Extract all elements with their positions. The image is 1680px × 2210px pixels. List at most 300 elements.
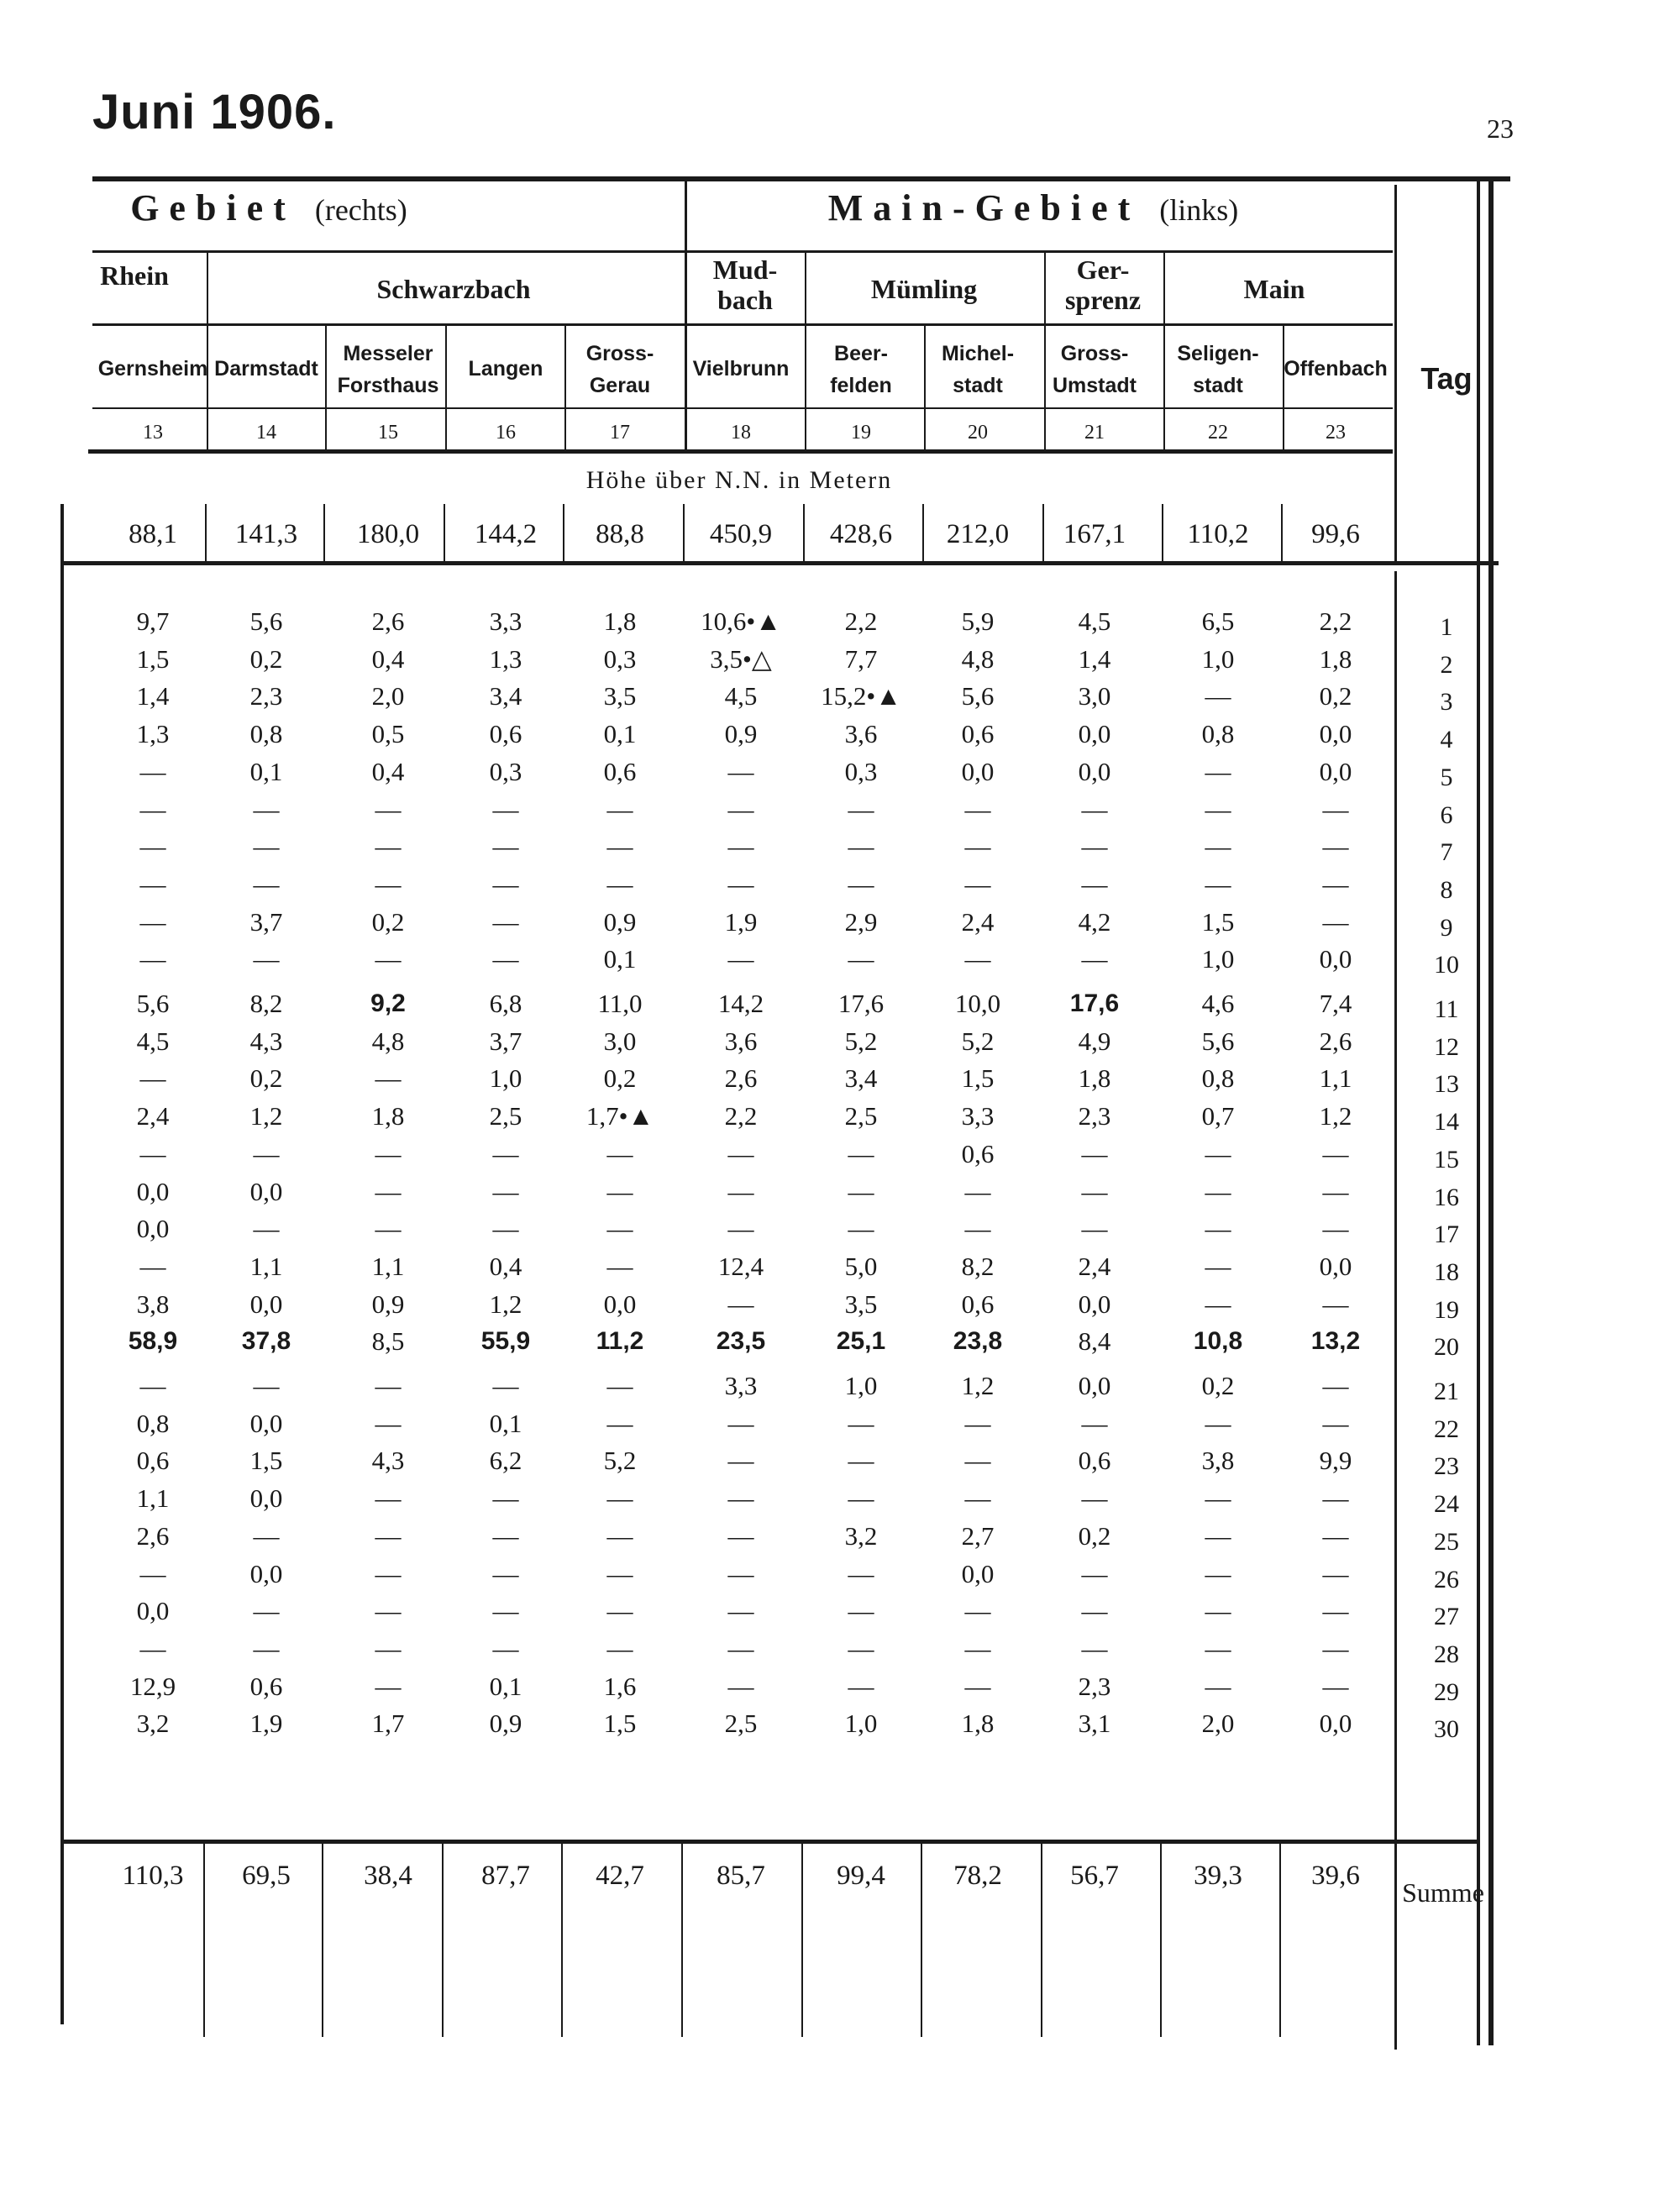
cell-day-7-col-6: — [848, 832, 874, 862]
day-label-2: 2 [1440, 650, 1453, 679]
river-heading-1: Schwarzbach [376, 274, 531, 304]
column-number-10: 23 [1326, 422, 1346, 444]
cell-day-14-col-8: 2,3 [1078, 1101, 1111, 1131]
cell-day-8-col-0: — [139, 869, 166, 899]
data-body-column-rule-7 [921, 1844, 922, 2037]
cell-day-20-col-9: 10,8 [1193, 1327, 1243, 1356]
cell-day-8-col-9: — [1205, 869, 1231, 899]
cell-day-21-col-0: — [139, 1371, 166, 1400]
divider-mudbach [805, 250, 806, 454]
day-label-22: 22 [1434, 1415, 1459, 1443]
cell-day-12-col-3: 3,7 [489, 1026, 522, 1056]
cell-day-17-col-5: — [727, 1214, 754, 1244]
day-label-10: 10 [1434, 951, 1459, 979]
cell-day-30-col-6: 1,0 [844, 1709, 878, 1739]
data-column-rule-6 [803, 504, 805, 563]
cell-day-17-col-6: — [848, 1214, 874, 1244]
cell-day-13-col-1: 0,2 [249, 1063, 283, 1094]
cell-day-24-col-8: — [1081, 1483, 1108, 1514]
cell-day-24-col-10: — [1322, 1483, 1349, 1514]
cell-day-28-col-3: — [492, 1633, 519, 1663]
data-body-column-rule-4 [561, 1844, 563, 2037]
cell-day-19-col-1: 0,0 [249, 1289, 283, 1319]
cell-day-29-col-3: 0,1 [489, 1671, 522, 1701]
cell-day-21-col-5: 3,3 [724, 1371, 758, 1400]
cell-day-27-col-2: — [375, 1596, 402, 1626]
cell-day-16-col-4: — [606, 1176, 633, 1206]
cell-day-10-col-9: 1,0 [1201, 944, 1235, 974]
cell-day-13-col-0: — [139, 1063, 166, 1094]
cell-day-29-col-9: — [1205, 1671, 1231, 1701]
cell-day-17-col-10: — [1322, 1214, 1349, 1244]
data-body-column-rule-5 [681, 1844, 683, 2037]
hoehe-heading: Höhe über N.N. in Metern [585, 466, 893, 494]
cell-day-24-col-2: — [375, 1483, 402, 1514]
cell-day-11-col-8: 17,6 [1069, 990, 1120, 1017]
cell-day-8-col-8: — [1081, 869, 1108, 899]
cell-day-24-col-6: — [848, 1483, 874, 1514]
cell-day-3-col-0: 1,4 [136, 681, 170, 711]
cell-day-2-col-8: 1,4 [1078, 643, 1111, 674]
cell-day-22-col-7: — [964, 1408, 991, 1438]
cell-day-2-col-0: 1,5 [136, 643, 170, 674]
cell-day-20-col-5: 23,5 [716, 1327, 766, 1356]
cell-day-19-col-3: 1,2 [489, 1289, 522, 1319]
data-column-rule-7 [922, 504, 924, 563]
column-number-7: 20 [968, 422, 988, 444]
station-heading-10: Offenbach [1284, 357, 1388, 381]
cell-day-10-col-6: — [848, 944, 874, 974]
data-body-column-rule-1 [203, 1844, 205, 2037]
divider-main-inner [1283, 323, 1284, 454]
cell-day-9-col-6: 2,9 [844, 906, 878, 937]
cell-day-23-col-9: 3,8 [1201, 1446, 1235, 1476]
station-heading-9: Seligen- stadt [1177, 342, 1259, 397]
cell-day-25-col-8: 0,2 [1078, 1520, 1111, 1551]
cell-day-14-col-6: 2,5 [844, 1101, 878, 1131]
cell-day-7-col-0: — [139, 832, 166, 862]
cell-day-25-col-0: 2,6 [136, 1520, 170, 1551]
cell-day-2-col-2: 0,4 [371, 643, 405, 674]
cell-day-9-col-3: — [492, 906, 519, 937]
divider-schwarzbach-2 [564, 323, 566, 454]
cell-day-10-col-1: — [253, 944, 280, 974]
cell-day-10-col-3: — [492, 944, 519, 974]
cell-day-12-col-7: 5,2 [961, 1026, 995, 1056]
station-rule [92, 407, 1393, 409]
station-elevation-4: 88,8 [596, 519, 644, 549]
cell-day-20-col-1: 37,8 [241, 1327, 291, 1356]
cell-day-29-col-6: — [848, 1671, 874, 1701]
cell-day-26-col-4: — [606, 1558, 633, 1588]
cell-day-24-col-7: — [964, 1483, 991, 1514]
data-column-rule-10 [1281, 504, 1283, 563]
cell-day-3-col-7: 5,6 [961, 681, 995, 711]
cell-day-30-col-5: 2,5 [724, 1709, 758, 1739]
cell-day-10-col-8: — [1081, 944, 1108, 974]
river-heading-5: Main [1243, 274, 1305, 304]
cell-day-28-col-9: — [1205, 1633, 1231, 1663]
cell-day-2-col-7: 4,8 [961, 643, 995, 674]
cell-day-10-col-2: — [375, 944, 402, 974]
station-heading-1: Darmstadt [214, 357, 318, 381]
cell-day-28-col-7: — [964, 1633, 991, 1663]
cell-day-22-col-8: — [1081, 1408, 1108, 1438]
cell-day-3-col-4: 3,5 [603, 681, 637, 711]
cell-day-4-col-0: 1,3 [136, 719, 170, 749]
cell-day-8-col-7: — [964, 869, 991, 899]
day-label-3: 3 [1440, 688, 1453, 717]
cell-day-16-col-3: — [492, 1176, 519, 1206]
cell-day-22-col-1: 0,0 [249, 1408, 283, 1438]
column-number-5: 18 [731, 422, 751, 444]
data-column-rule-5 [683, 504, 685, 563]
cell-day-9-col-4: 0,9 [603, 906, 637, 937]
cell-day-18-col-10: 0,0 [1319, 1251, 1352, 1281]
station-heading-2: Messeler Forsthaus [337, 342, 439, 397]
station-heading-6: Beer- felden [830, 342, 892, 397]
cell-day-1-col-10: 2,2 [1319, 606, 1352, 636]
river-heading-3: Mümling [870, 274, 978, 304]
cell-day-2-col-9: 1,0 [1201, 643, 1235, 674]
cell-day-15-col-5: — [727, 1138, 754, 1168]
data-column-rule-4 [563, 504, 564, 563]
day-label-6: 6 [1440, 801, 1453, 829]
cell-day-11-col-7: 10,0 [954, 989, 1001, 1018]
cell-day-10-col-10: 0,0 [1319, 944, 1352, 974]
day-label-18: 18 [1434, 1257, 1459, 1286]
cell-day-24-col-0: 1,1 [136, 1483, 170, 1514]
cell-day-11-col-4: 11,0 [597, 989, 643, 1018]
data-column-rule-8 [1042, 504, 1044, 563]
monthly-sum-4: 42,7 [596, 1861, 644, 1891]
cell-day-15-col-7: 0,6 [961, 1138, 995, 1168]
divider-gersprenz [1163, 250, 1165, 454]
divider-schwarzbach-0 [325, 323, 327, 454]
left-region-heading: Gebiet (rechts) [130, 187, 407, 228]
cell-day-1-col-6: 2,2 [844, 606, 878, 636]
cell-day-20-col-0: 58,9 [128, 1327, 178, 1356]
cell-day-6-col-10: — [1322, 794, 1349, 824]
cell-day-23-col-6: — [848, 1446, 874, 1476]
cell-day-18-col-6: 5,0 [844, 1251, 878, 1281]
data-column-rule-2 [323, 504, 325, 563]
table-top-rule [92, 176, 1510, 181]
cell-day-18-col-8: 2,4 [1078, 1251, 1111, 1281]
cell-day-16-col-2: — [375, 1176, 402, 1206]
cell-day-22-col-6: — [848, 1408, 874, 1438]
cell-day-23-col-7: — [964, 1446, 991, 1476]
cell-day-6-col-1: — [253, 794, 280, 824]
day-label-12: 12 [1434, 1032, 1459, 1061]
cell-day-6-col-7: — [964, 794, 991, 824]
day-label-13: 13 [1434, 1070, 1459, 1099]
column-number-0: 13 [143, 422, 163, 444]
cell-day-29-col-4: 1,6 [603, 1671, 637, 1701]
cell-day-12-col-0: 4,5 [136, 1026, 170, 1056]
cell-day-22-col-9: — [1205, 1408, 1231, 1438]
cell-day-20-col-3: 55,9 [480, 1327, 531, 1356]
cell-day-8-col-6: — [848, 869, 874, 899]
cell-day-29-col-5: — [727, 1671, 754, 1701]
column-number-4: 17 [610, 422, 630, 444]
cell-day-4-col-8: 0,0 [1078, 719, 1111, 749]
cell-day-12-col-5: 3,6 [724, 1026, 758, 1056]
cell-day-25-col-5: — [727, 1520, 754, 1551]
cell-day-25-col-1: — [253, 1520, 280, 1551]
summe-heading: Summe [1402, 1877, 1484, 1908]
cell-day-28-col-8: — [1081, 1633, 1108, 1663]
cell-day-23-col-0: 0,6 [136, 1446, 170, 1476]
cell-day-1-col-9: 6,5 [1201, 606, 1235, 636]
cell-day-29-col-7: — [964, 1671, 991, 1701]
day-label-28: 28 [1434, 1640, 1459, 1668]
column-number-8: 21 [1084, 422, 1105, 444]
table-left-rule [60, 504, 64, 2024]
cell-day-28-col-2: — [375, 1633, 402, 1663]
monthly-sum-6: 99,4 [837, 1861, 885, 1891]
cell-day-11-col-3: 6,8 [489, 989, 522, 1018]
data-body-column-rule-9 [1160, 1844, 1162, 2037]
monthly-sum-1: 69,5 [242, 1861, 291, 1891]
cell-day-5-col-9: — [1205, 756, 1231, 786]
cell-day-17-col-9: — [1205, 1214, 1231, 1244]
cell-day-23-col-2: 4,3 [371, 1446, 405, 1476]
cell-day-6-col-3: — [492, 794, 519, 824]
cell-day-5-col-3: 0,3 [489, 756, 522, 786]
summe-rule [60, 1840, 1480, 1844]
cell-day-25-col-2: — [375, 1520, 402, 1551]
data-column-rule-9 [1162, 504, 1163, 563]
cell-day-5-col-7: 0,0 [961, 756, 995, 786]
cell-day-14-col-9: 0,7 [1201, 1101, 1235, 1131]
cell-day-15-col-9: — [1205, 1138, 1231, 1168]
cell-day-22-col-2: — [375, 1408, 402, 1438]
cell-day-10-col-7: — [964, 944, 991, 974]
cell-day-12-col-2: 4,8 [371, 1026, 405, 1056]
divider-main-gebiet [685, 181, 687, 454]
cell-day-22-col-4: — [606, 1408, 633, 1438]
cell-day-12-col-9: 5,6 [1201, 1026, 1235, 1056]
data-column-rule-3 [444, 504, 445, 563]
cell-day-15-col-0: — [139, 1138, 166, 1168]
cell-day-4-col-2: 0,5 [371, 719, 405, 749]
column-number-9: 22 [1208, 422, 1228, 444]
divider-rhein [207, 250, 208, 454]
cell-day-19-col-8: 0,0 [1078, 1289, 1111, 1319]
cell-day-1-col-0: 9,7 [136, 606, 170, 636]
monthly-sum-2: 38,4 [364, 1861, 412, 1891]
cell-day-15-col-2: — [375, 1138, 402, 1168]
cell-day-21-col-2: — [375, 1371, 402, 1400]
river-rule [92, 323, 1393, 326]
cell-day-12-col-1: 4,3 [249, 1026, 283, 1056]
cell-day-11-col-10: 7,4 [1319, 989, 1352, 1018]
cell-day-19-col-6: 3,5 [844, 1289, 878, 1319]
cell-day-13-col-4: 0,2 [603, 1063, 637, 1094]
cell-day-9-col-7: 2,4 [961, 906, 995, 937]
cell-day-18-col-3: 0,4 [489, 1251, 522, 1281]
divider-schwarzbach-1 [445, 323, 447, 454]
cell-day-5-col-4: 0,6 [603, 756, 637, 786]
cell-day-30-col-2: 1,7 [371, 1709, 405, 1739]
day-label-7: 7 [1440, 838, 1453, 867]
cell-day-24-col-5: — [727, 1483, 754, 1514]
cell-day-19-col-9: — [1205, 1289, 1231, 1319]
cell-day-2-col-1: 0,2 [249, 643, 283, 674]
cell-day-8-col-3: — [492, 869, 519, 899]
cell-day-11-col-2: 9,2 [370, 990, 406, 1017]
cell-day-2-col-6: 7,7 [844, 643, 878, 674]
cell-day-1-col-5: 10,6•▲ [701, 606, 781, 636]
cell-day-3-col-2: 2,0 [371, 681, 405, 711]
cell-day-8-col-5: — [727, 869, 754, 899]
cell-day-16-col-0: 0,0 [136, 1176, 170, 1206]
day-label-17: 17 [1434, 1220, 1459, 1249]
cell-day-26-col-8: — [1081, 1558, 1108, 1588]
cell-day-9-col-5: 1,9 [724, 906, 758, 937]
cell-day-30-col-9: 2,0 [1201, 1709, 1235, 1739]
cell-day-22-col-10: — [1322, 1408, 1349, 1438]
station-elevation-6: 428,6 [829, 519, 893, 549]
day-label-29: 29 [1434, 1677, 1459, 1706]
cell-day-12-col-4: 3,0 [603, 1026, 637, 1056]
cell-day-19-col-7: 0,6 [961, 1289, 995, 1319]
cell-day-13-col-8: 1,8 [1078, 1063, 1111, 1094]
cell-day-27-col-5: — [727, 1596, 754, 1626]
cell-day-25-col-10: — [1322, 1520, 1349, 1551]
day-label-20: 20 [1434, 1333, 1459, 1362]
station-heading-5: Vielbrunn [692, 357, 790, 381]
day-label-24: 24 [1434, 1490, 1459, 1519]
station-elevation-9: 110,2 [1187, 519, 1249, 549]
cell-day-25-col-3: — [492, 1520, 519, 1551]
day-label-9: 9 [1440, 913, 1453, 942]
cell-day-5-col-0: — [139, 756, 166, 786]
cell-day-6-col-8: — [1081, 794, 1108, 824]
cell-day-18-col-4: — [606, 1251, 633, 1281]
day-label-8: 8 [1440, 875, 1453, 904]
cell-day-26-col-0: — [139, 1558, 166, 1588]
day-label-26: 26 [1434, 1565, 1459, 1593]
cell-day-22-col-0: 0,8 [136, 1408, 170, 1438]
cell-day-7-col-4: — [606, 832, 633, 862]
cell-day-15-col-4: — [606, 1138, 633, 1168]
cell-day-20-col-8: 8,4 [1078, 1326, 1111, 1357]
table-right-rule-b [1488, 181, 1494, 2045]
cell-day-30-col-8: 3,1 [1078, 1709, 1111, 1739]
cell-day-12-col-8: 4,9 [1078, 1026, 1111, 1056]
cell-day-6-col-6: — [848, 794, 874, 824]
data-body-column-rule-3 [442, 1844, 444, 2037]
cell-day-6-col-2: — [375, 794, 402, 824]
cell-day-24-col-4: — [606, 1483, 633, 1514]
cell-day-11-col-0: 5,6 [136, 989, 170, 1018]
cell-day-22-col-5: — [727, 1408, 754, 1438]
cell-day-13-col-7: 1,5 [961, 1063, 995, 1094]
cell-day-11-col-6: 17,6 [837, 989, 885, 1018]
cell-day-25-col-9: — [1205, 1520, 1231, 1551]
cell-day-17-col-4: — [606, 1214, 633, 1244]
cell-day-8-col-1: — [253, 869, 280, 899]
station-elevation-7: 212,0 [946, 519, 1010, 549]
cell-day-14-col-10: 1,2 [1319, 1101, 1352, 1131]
cell-day-19-col-4: 0,0 [603, 1289, 637, 1319]
cell-day-27-col-10: — [1322, 1596, 1349, 1626]
cell-day-20-col-10: 13,2 [1310, 1327, 1361, 1356]
cell-day-14-col-7: 3,3 [961, 1101, 995, 1131]
cell-day-16-col-7: — [964, 1176, 991, 1206]
cell-day-11-col-5: 14,2 [717, 989, 764, 1018]
cell-day-18-col-9: — [1205, 1251, 1231, 1281]
cell-day-30-col-1: 1,9 [249, 1709, 283, 1739]
cell-day-14-col-1: 1,2 [249, 1101, 283, 1131]
cell-day-21-col-8: 0,0 [1078, 1371, 1111, 1400]
divider-muemling-inner [924, 323, 926, 454]
column-number-3: 16 [496, 422, 516, 444]
cell-day-17-col-8: — [1081, 1214, 1108, 1244]
page-number: 23 [1487, 113, 1514, 144]
cell-day-27-col-6: — [848, 1596, 874, 1626]
cell-day-26-col-3: — [492, 1558, 519, 1588]
cell-day-18-col-0: — [139, 1251, 166, 1281]
cell-day-6-col-0: — [139, 794, 166, 824]
cell-day-26-col-1: 0,0 [249, 1558, 283, 1588]
cell-day-29-col-10: — [1322, 1671, 1349, 1701]
cell-day-5-col-5: — [727, 756, 754, 786]
cell-day-2-col-4: 0,3 [603, 643, 637, 674]
cell-day-26-col-9: — [1205, 1558, 1231, 1588]
cell-day-24-col-1: 0,0 [249, 1483, 283, 1514]
cell-day-26-col-7: 0,0 [961, 1558, 995, 1588]
cell-day-24-col-9: — [1205, 1483, 1231, 1514]
river-heading-4: Ger- sprenz [1064, 255, 1142, 315]
cell-day-3-col-9: — [1205, 681, 1231, 711]
cell-day-29-col-1: 0,6 [249, 1671, 283, 1701]
station-heading-0: Gernsheim [97, 357, 208, 381]
cell-day-5-col-6: 0,3 [844, 756, 878, 786]
cell-day-3-col-10: 0,2 [1319, 681, 1352, 711]
data-body-column-rule-8 [1041, 1844, 1042, 2037]
cell-day-23-col-1: 1,5 [249, 1446, 283, 1476]
cell-day-9-col-9: 1,5 [1201, 906, 1235, 937]
cell-day-9-col-0: — [139, 906, 166, 937]
cell-day-15-col-8: — [1081, 1138, 1108, 1168]
tag-divider-rule [1394, 185, 1397, 563]
region-rule [92, 250, 1393, 253]
cell-day-27-col-1: — [253, 1596, 280, 1626]
cell-day-13-col-9: 0,8 [1201, 1063, 1235, 1094]
station-heading-7: Michel- stadt [941, 342, 1015, 397]
cell-day-1-col-3: 3,3 [489, 606, 522, 636]
cell-day-3-col-1: 2,3 [249, 681, 283, 711]
cell-day-5-col-8: 0,0 [1078, 756, 1111, 786]
data-body-column-rule-2 [322, 1844, 323, 2037]
day-label-27: 27 [1434, 1603, 1459, 1631]
cell-day-13-col-2: — [375, 1063, 402, 1094]
station-heading-3: Langen [468, 357, 543, 381]
tag-divider-rule-lower [1394, 571, 1397, 2050]
cell-day-4-col-6: 3,6 [844, 719, 878, 749]
cell-day-16-col-1: 0,0 [249, 1176, 283, 1206]
cell-day-28-col-1: — [253, 1633, 280, 1663]
cell-day-24-col-3: — [492, 1483, 519, 1514]
cell-day-16-col-5: — [727, 1176, 754, 1206]
cell-day-14-col-5: 2,2 [724, 1101, 758, 1131]
cell-day-20-col-7: 23,8 [953, 1327, 1003, 1356]
cell-day-8-col-2: — [375, 869, 402, 899]
cell-day-4-col-7: 0,6 [961, 719, 995, 749]
